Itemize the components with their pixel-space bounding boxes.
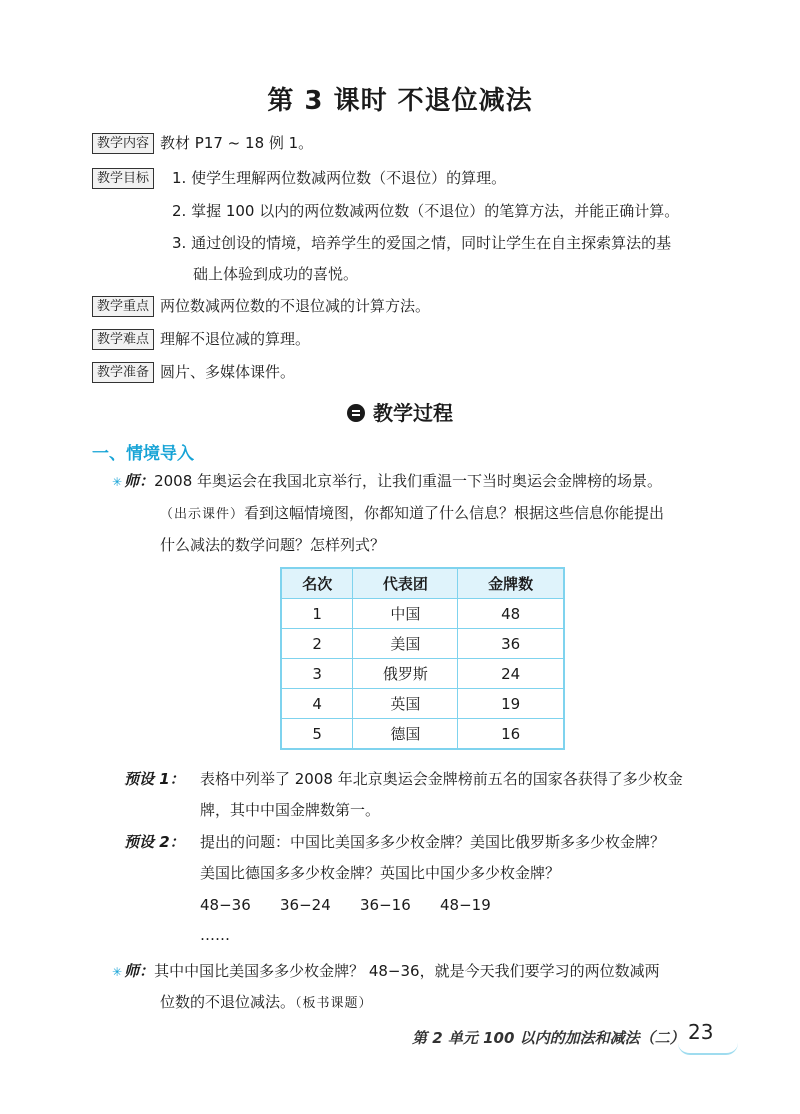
page-number: 23 — [688, 1020, 714, 1044]
expression: 36−16 — [360, 896, 411, 914]
teacher2-text-1: 其中中国比美国多多少枚金牌？ 48−36，就是今天我们要学习的两位数减两 — [154, 962, 660, 980]
teaching-goals-tag: 教学目标 — [92, 168, 154, 189]
page-title: 第 3 课时 不退位减法 — [267, 86, 533, 116]
expression: 48−19 — [440, 896, 491, 914]
table-row — [281, 599, 564, 629]
goal-3-continued: 础上体验到成功的喜悦。 — [193, 265, 359, 283]
teaching-content-row — [92, 132, 313, 154]
teaching-content-tag: 教学内容 — [92, 133, 154, 154]
expression: 36−24 — [280, 896, 331, 914]
teaching-focus-text: 两位数减两位数的不退位减的计算方法。 — [160, 297, 431, 315]
preset-2-expressions — [200, 894, 520, 916]
table-row — [281, 719, 564, 750]
star-icon: ✳ — [112, 475, 123, 489]
teaching-focus-tag: 教学重点 — [92, 296, 154, 317]
table-row — [281, 689, 564, 719]
teacher-line-2 — [160, 502, 664, 526]
header-delegation: 代表团 — [353, 568, 458, 599]
rank-cell: 1 — [281, 599, 353, 629]
preset-2-line-1: 提出的问题：中国比美国多多少枚金牌？美国比俄罗斯多多少枚金牌？ — [200, 833, 666, 851]
gold-cell: 16 — [458, 719, 564, 750]
teaching-prep-row — [92, 361, 295, 383]
gold-cell: 48 — [458, 599, 564, 629]
preset-1-line-2: 牌，其中中国金牌数第一。 — [200, 801, 381, 819]
teacher-label: 师： — [124, 472, 155, 490]
gold-cell: 36 — [458, 629, 564, 659]
gold-cell: 19 — [458, 689, 564, 719]
teaching-difficulty-tag: 教学难点 — [92, 329, 154, 350]
teaching-difficulty-text: 理解不退位减的算理。 — [160, 330, 311, 348]
process-title — [0, 397, 800, 426]
teaching-prep-text: 圆片、多媒体课件。 — [160, 363, 296, 381]
rank-cell: 2 — [281, 629, 353, 659]
footer-unit-title: 第 2 单元 100 以内的加法和减法（二） — [412, 1029, 685, 1047]
teaching-prep-tag: 教学准备 — [92, 362, 154, 383]
medal-table — [280, 567, 565, 750]
delegation-cell: 德国 — [353, 719, 458, 750]
teaching-difficulty-row — [92, 328, 310, 350]
gold-cell: 24 — [458, 659, 564, 689]
star-icon: ✳ — [112, 965, 123, 979]
table-header-row — [281, 568, 564, 599]
wave-decoration — [678, 1043, 738, 1055]
preset-1-label: 预设 1： — [124, 770, 185, 788]
section-heading-intro: 一、情境导入 — [92, 444, 194, 464]
rank-cell: 3 — [281, 659, 353, 689]
teacher-line-1 — [112, 470, 662, 493]
process-title-text: 教学过程 — [373, 401, 453, 425]
rank-cell: 4 — [281, 689, 353, 719]
goal-1: 1. 使学生理解两位数减两位数（不退位）的算理。 — [172, 169, 507, 187]
rank-cell: 5 — [281, 719, 353, 750]
teacher2-note: （板书课题） — [295, 996, 373, 1011]
preset-2-label: 预设 2： — [124, 833, 185, 851]
delegation-cell: 美国 — [353, 629, 458, 659]
preset-2-ellipsis: …… — [200, 926, 230, 944]
teaching-focus-row — [92, 295, 430, 317]
delegation-cell: 英国 — [353, 689, 458, 719]
teacher-text-2: 看到这幅情境图，你都知道了什么信息？根据这些信息你能提出 — [244, 504, 665, 522]
teacher2-text-2: 位数的不退位减法。 — [160, 993, 296, 1011]
teacher-text-1: 2008 年奥运会在我国北京举行，让我们重温一下当时奥运会金牌榜的场景。 — [154, 472, 663, 490]
teacher-line-3: 什么减法的数学问题？怎样列式？ — [160, 536, 386, 554]
goal-3: 3. 通过创设的情境，培养学生的爱国之情，同时让学生在自主探索算法的基 — [172, 234, 672, 252]
list-icon — [347, 404, 365, 422]
table-row — [281, 659, 564, 689]
teacher2-label: 师： — [124, 962, 155, 980]
goal-2: 2. 掌握 100 以内的两位数减两位数（不退位）的笔算方法，并能正确计算。 — [172, 202, 680, 220]
delegation-cell: 中国 — [353, 599, 458, 629]
preset-1-line-1: 表格中列举了 2008 年北京奥运会金牌榜前五名的国家各获得了多少枚金 — [200, 770, 683, 788]
teaching-content-text: 教材 P17 ~ 18 例 1。 — [160, 134, 314, 152]
table-row — [281, 629, 564, 659]
delegation-cell: 俄罗斯 — [353, 659, 458, 689]
teacher2-line-2 — [160, 991, 373, 1015]
expression: 48−36 — [200, 896, 251, 914]
teacher2-line-1 — [112, 960, 660, 983]
header-gold: 金牌数 — [458, 568, 564, 599]
preset-2-line-2: 美国比德国多多少枚金牌？英国比中国少多少枚金牌？ — [200, 864, 561, 882]
teaching-goals-tag-row — [92, 167, 160, 189]
teacher-note: （出示课件） — [160, 507, 245, 522]
header-rank: 名次 — [281, 568, 353, 599]
